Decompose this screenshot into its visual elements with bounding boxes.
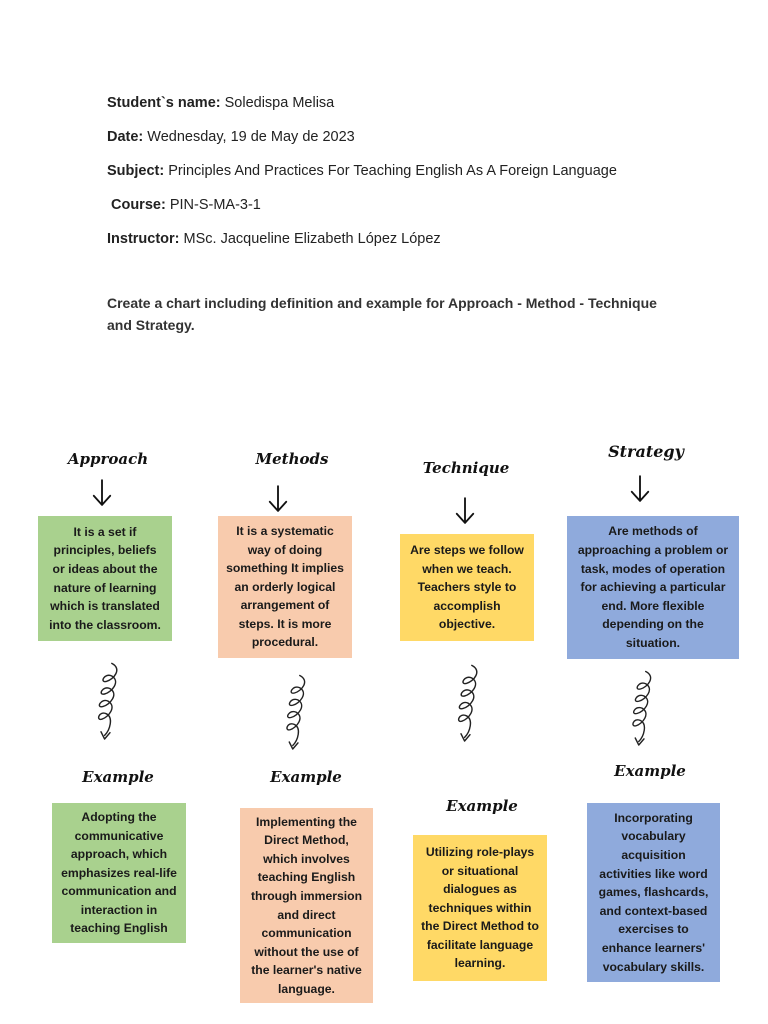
strategy-example-title: Example — [614, 762, 686, 780]
down-arrow-icon — [629, 473, 651, 505]
approach-example-box: Adopting the communicative approach, which emphasizes real-life communication and interaction in teaching English — [52, 803, 186, 943]
subject-value: Principles And Practices For Teaching English As A Foreign Language — [168, 163, 617, 179]
strategy-example-box: Incorporating vocabulary acquisition activities like word games, flashcards, and context-based exercises to enhance learners' vocabulary skills. — [587, 803, 720, 982]
squiggle-arrow-icon — [626, 668, 662, 752]
student-name-line — [107, 92, 727, 126]
student-name-value: Soledispa Melisa — [224, 95, 335, 111]
instructor-label: Instructor: — [107, 231, 180, 247]
technique-definition-box: Are steps we follow when we teach. Teachers style to accomplish objective. — [400, 534, 534, 641]
course-label: Course: — [111, 197, 166, 213]
methods-example-box: Implementing the Direct Method, which involves teaching English through immersion and direct communication without the use of the learner's native language. — [240, 808, 373, 1003]
methods-title: Methods — [255, 450, 329, 468]
technique-example-title: Example — [446, 797, 518, 815]
squiggle-arrow-icon — [452, 660, 488, 750]
date-label: Date: — [107, 129, 144, 145]
approach-definition-box: It is a set if principles, beliefs or ideas about the nature of learning which is translated into the classroom. — [38, 516, 172, 641]
subject-line — [107, 160, 727, 194]
course-line — [107, 194, 727, 228]
approach-title: Approach — [67, 450, 149, 468]
strategy-definition-box: Are methods of approaching a problem or task, modes of operation for achieving a particular end. More flexible depending on the situation. — [567, 516, 739, 659]
methods-definition-box: It is a systematic way of doing something It implies an orderly logical arrangement of steps. It is more procedural. — [218, 516, 352, 658]
approach-example-title: Example — [82, 768, 154, 786]
down-arrow-icon — [91, 478, 113, 508]
instructor-line — [107, 228, 727, 262]
instructor-value: MSc. Jacqueline Elizabeth López López — [183, 231, 441, 247]
down-arrow-icon — [454, 496, 476, 526]
student-name-label: Student`s name: — [107, 95, 221, 111]
down-arrow-icon — [267, 484, 289, 514]
subject-label: Subject: — [107, 163, 165, 179]
squiggle-arrow-icon — [280, 672, 316, 756]
course-value: PIN-S-MA-3-1 — [169, 197, 261, 213]
technique-title: Technique — [422, 459, 510, 477]
squiggle-arrow-icon — [92, 658, 128, 748]
methods-example-title: Example — [270, 768, 342, 786]
date-line — [107, 126, 727, 160]
strategy-title: Strategy — [608, 442, 684, 461]
student-info-header — [107, 92, 727, 262]
task-instructions: Create a chart including definition and example for Approach - Method - Technique and Strategy. — [107, 295, 657, 333]
date-value: Wednesday, 19 de May de 2023 — [147, 129, 355, 145]
technique-example-box: Utilizing role-plays or situational dialogues as techniques within the Direct Method to facilitate language learning. — [413, 835, 547, 981]
